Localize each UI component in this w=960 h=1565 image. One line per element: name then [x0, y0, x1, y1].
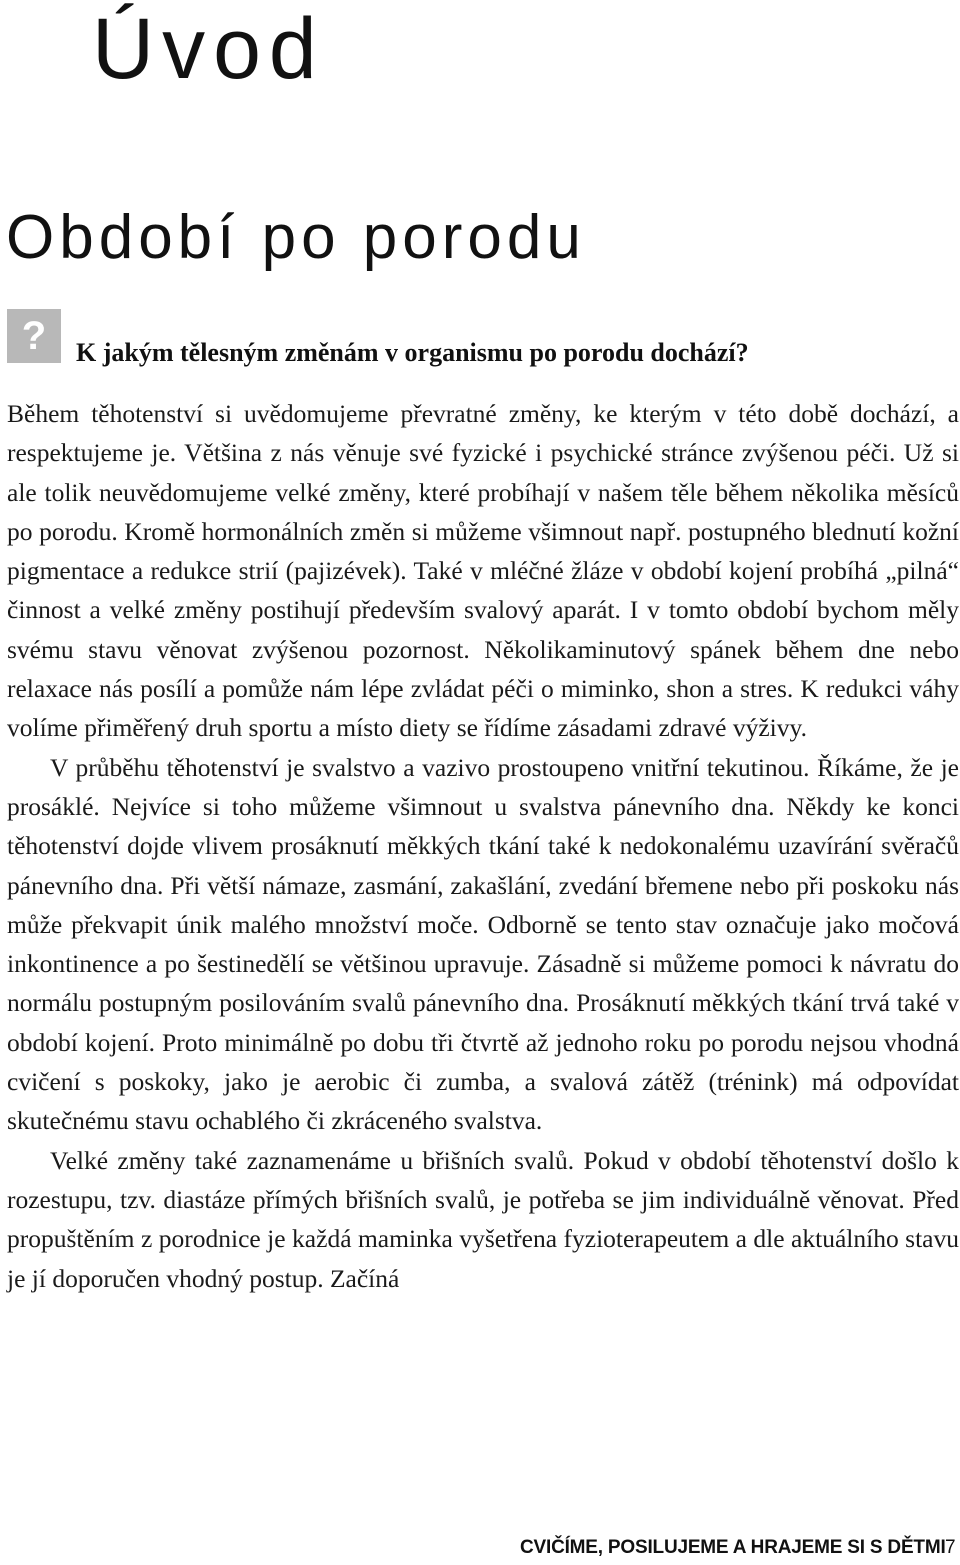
page-number: 7: [945, 1537, 956, 1558]
question-mark-icon: [7, 309, 61, 363]
question-mark-glyph: ?: [21, 314, 47, 358]
chapter-title: Úvod: [92, 1, 325, 97]
paragraph-2: V průběhu těhotenství je svalstvo a vazivo prostoupeno vnitřní tekutinou. Říkáme, že je prosáklé. Nejvíce si toho můžeme všimnout u svalstva pánevního dna. Někdy ke konci těhotenství dojde vlivem prosáknutí měkkých tkání také k nedokonalému uzavírání svěračů pánevního dna. Při větší námaze, zasmání, zakašlání, zvedání břemene nebo při poskoku nás může překvapit únik malého množství moče. Odborně se tento stav označuje jako močová inkontinence a po šestinedělí se většinou upravuje. Zásadně si můžeme pomoci k návratu do normálu postupným posilováním svalů pánevního dna. Prosáknutí měkkých tkání trvá také v období kojení. Proto minimálně po dobu tři čtvrtě až jednoho roku po porodu nejsou vhodná cvičení s poskoky, jako je aerobic či zumba, a svalová zátěž (trénink) má odpovídat skutečnému stavu ochablého či zkráceného svalstva.: [7, 752, 959, 1136]
paragraph-1: Během těhotenství si uvědomujeme převratné změny, ke kterým v této době dochází, a respektujeme je. Většina z nás věnuje své fyzické i psychické stránce zvýšenou péči. Už si ale tolik neuvědomujeme velké změny, které probíhají v našem těle během několika měsíců po porodu. Kromě hormonálních změn si můžeme všimnout např. postupného blednutí kožní pigmentace a redukce strií (pajizévek). Také v mléčné žláze v období kojení probíhá „pilná“ činnost a velké změny postihují především svalový aparát. I v tomto období bychom měly svému stavu věnovat zvýšenou pozornost. Několikaminutový spánek během dne nebo relaxace nás posílí a pomůže nám lépe zvládat péči o miminko, shon a stres. K redukci váhy volíme přiměřený druh sportu a místo diety se řídíme zásadami zdravé výživy.: [7, 399, 959, 743]
section-title: Období po porodu: [6, 203, 586, 272]
question-heading: K jakým tělesným změnám v organismu po porodu dochází?: [76, 338, 749, 367]
body-text: [7, 394, 959, 1298]
paragraph-3: Velké změny také zaznamenáme u břišních svalů. Pokud v období těhotenství došlo k rozestupu, tzv. diastáze přímých břišních svalů, je potřeba se jim individuálně věnovat. Před propuštěním z porodnice je každá maminka vyšetřena fyzioterapeutem a dle aktuálního stavu je jí doporučen vhodný postup. Začíná: [7, 1145, 959, 1293]
footer-book-title: CVIČÍME, POSILUJEME A HRAJEME SI S DĚTMI: [520, 1537, 946, 1558]
